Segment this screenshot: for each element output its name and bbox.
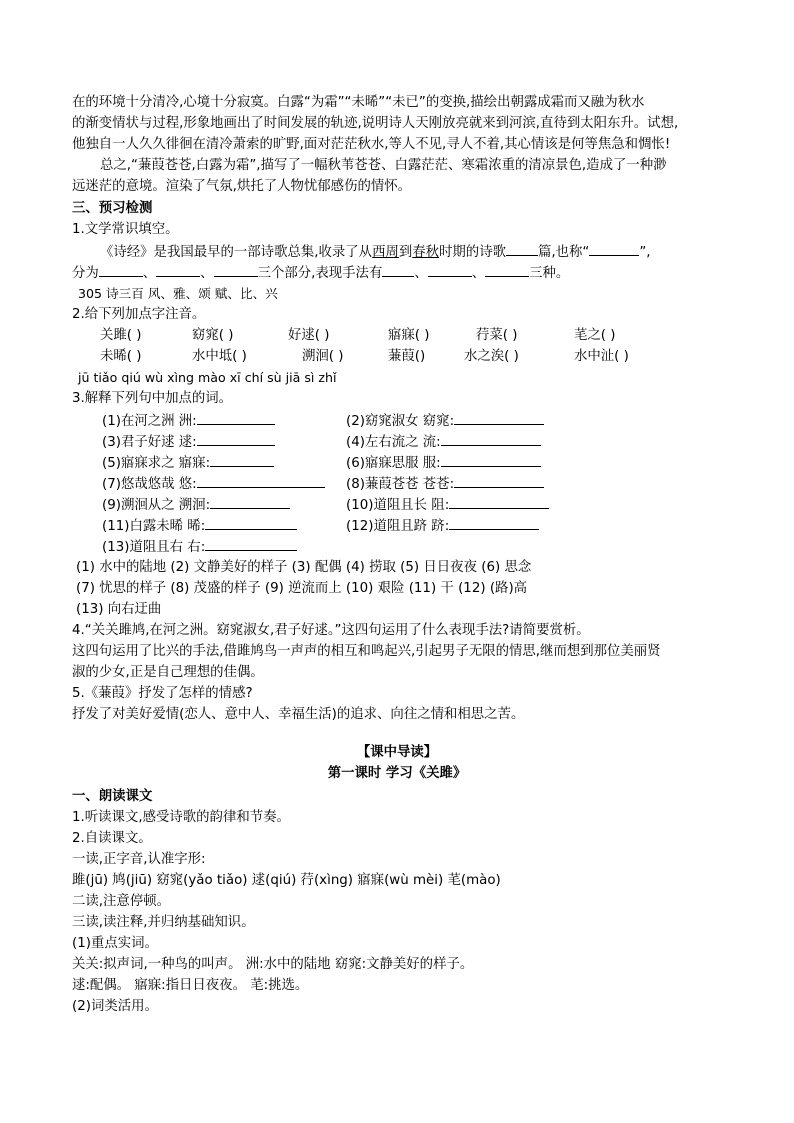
section-heading: 三、预习检测 bbox=[72, 201, 153, 216]
definition-prompt: (9)溯洄从之 溯洄: bbox=[102, 498, 211, 513]
q4-answer: 这四句运用了比兴的手法,借雎鸠鸟一声声的相互和鸣起兴,引起男子无限的情思,继而想到那位美丽贤 bbox=[72, 644, 661, 659]
q1-text: ”, bbox=[639, 245, 651, 260]
question-title: 1.文学常识填空。 bbox=[72, 222, 179, 237]
definition-prompt: (6)寤寐思服 服: bbox=[346, 456, 441, 471]
pinyin-item: 未晞( ) bbox=[100, 349, 142, 364]
fill-blank[interactable] bbox=[485, 262, 529, 277]
definition-item bbox=[102, 536, 297, 558]
pinyin-item: 蒹葭() bbox=[388, 349, 426, 364]
definition-item bbox=[346, 494, 549, 516]
intro-line: 在的环境十分清冷,心境十分寂寞。白露“为霜”“未晞”“未已”的变换,描绘出朝露成霜而又融为秋水 bbox=[72, 95, 645, 110]
guide-line: 雎(jū) 鸠(jiū) 窈窕(yǎo tiǎo) 逑(qiú) 荇(xìng) 寤寐(wù mèi) 芼(mào) bbox=[72, 873, 501, 888]
fill-blank[interactable] bbox=[214, 262, 258, 277]
fill-blank[interactable] bbox=[210, 452, 274, 467]
pinyin-item: 溯洄( ) bbox=[302, 349, 344, 364]
definition-prompt: (13)道阻且右 右: bbox=[102, 540, 206, 555]
fill-blank[interactable] bbox=[454, 410, 544, 425]
q5-answer: 抒发了对美好爱情(恋人、意中人、幸福生活)的追求、向往之情和相思之苦。 bbox=[72, 707, 525, 722]
definition-prompt: (3)君子好逑 逑: bbox=[102, 435, 197, 450]
guide-line: 一读,正字音,认准字形: bbox=[72, 852, 206, 867]
definition-prompt: (5)寤寐求之 寤寐: bbox=[102, 456, 211, 471]
q1-text: 篇,也称“ bbox=[537, 245, 590, 260]
guide-line: (1)重点实词。 bbox=[72, 936, 158, 951]
q1-text: 到 bbox=[398, 245, 413, 260]
q1-zhou: 西周 bbox=[372, 245, 399, 260]
q1-text: 分为 bbox=[72, 266, 99, 281]
pinyin-item: 水中沚( ) bbox=[574, 349, 629, 364]
definition-prompt: (4)左右流之 流: bbox=[346, 435, 441, 450]
fill-blank[interactable] bbox=[197, 473, 325, 488]
definition-prompt: (8)蒹葭苍苍 苍苍: bbox=[346, 477, 455, 492]
fill-blank[interactable] bbox=[197, 431, 275, 446]
definition-item bbox=[346, 431, 541, 453]
q1-text: 三个部分,表现手法有 bbox=[257, 266, 383, 281]
q3-answer: (1) 水中的陆地 (2) 文静美好的样子 (3) 配偶 (4) 捞取 (5) 日日夜夜 (6) 思念 bbox=[76, 560, 532, 575]
fill-blank[interactable] bbox=[197, 410, 275, 425]
intro-line: 总之,“蒹葭苍苍,白露为霜”,描写了一幅秋苇苍苍、白露茫茫、寒霜浓重的清凉景色,造成了一种渺 bbox=[100, 158, 667, 173]
fill-blank[interactable] bbox=[205, 536, 297, 551]
definition-item bbox=[346, 515, 539, 537]
q2-answer: jū tiǎo qiú wù xìng mào xī chí sù jiā sì zhǐ bbox=[78, 370, 337, 385]
definition-prompt: (12)道阻且跻 跻: bbox=[346, 519, 450, 534]
definition-item bbox=[102, 473, 325, 495]
q1-answer: 305 诗三百 风、雅、颂 赋、比、兴 bbox=[78, 286, 278, 301]
pinyin-item: 水中坻( ) bbox=[192, 349, 247, 364]
intro-line: 他独自一人久久徘徊在清冷萧索的旷野,面对茫茫秋水,等人不见,寻人不着,其心情该是何等焦急和惆怅! bbox=[72, 137, 671, 152]
guide-subtitle: 第一课时 学习《关雎》 bbox=[327, 766, 467, 781]
separator: 、 bbox=[142, 266, 157, 281]
guide-title: 【课中导读】 bbox=[356, 745, 438, 760]
fill-blank[interactable] bbox=[210, 494, 290, 509]
question-title: 3.解释下列句中加点的词。 bbox=[72, 391, 233, 406]
definition-item bbox=[102, 452, 274, 474]
q1-text: 时期的诗歌 bbox=[439, 245, 506, 260]
definition-item bbox=[346, 452, 541, 474]
definition-prompt: (7)悠哉悠哉 悠: bbox=[102, 477, 197, 492]
q3-answer: (13) 向右迂曲 bbox=[76, 602, 162, 617]
definition-item bbox=[102, 494, 290, 516]
fill-blank[interactable] bbox=[449, 494, 549, 509]
separator: 、 bbox=[414, 266, 428, 281]
q1-chunqiu: 春秋 bbox=[412, 245, 440, 260]
fill-blank[interactable] bbox=[506, 241, 538, 256]
definition-item bbox=[102, 515, 297, 537]
pinyin-item: 荇菜( ) bbox=[476, 328, 518, 343]
pinyin-item: 寤寐( ) bbox=[388, 328, 430, 343]
pinyin-item: 窈窕( ) bbox=[192, 328, 234, 343]
question-title: 2.给下列加点字注音。 bbox=[72, 307, 206, 322]
fill-blank[interactable] bbox=[428, 262, 472, 277]
definition-item bbox=[346, 410, 544, 432]
definition-prompt: (11)白露未晞 晞: bbox=[102, 519, 206, 534]
definition-item bbox=[102, 410, 275, 432]
fill-blank[interactable] bbox=[441, 431, 541, 446]
fill-blank[interactable] bbox=[441, 452, 541, 467]
definition-prompt: (10)道阻且长 阻: bbox=[346, 498, 450, 513]
pinyin-item: 关雎( ) bbox=[100, 328, 142, 343]
guide-line: 三读,读注释,并归纳基础知识。 bbox=[72, 915, 255, 930]
guide-line: 1.听读课文,感受诗歌的韵律和节奏。 bbox=[72, 810, 290, 825]
definition-item bbox=[102, 431, 275, 453]
guide-line: 关关:拟声词,一种鸟的叫声。 洲:水中的陆地 窈窕:文静美好的样子。 bbox=[72, 957, 474, 972]
section-heading: 一、朗读课文 bbox=[72, 789, 153, 804]
q1-text: 三种。 bbox=[529, 266, 570, 281]
fill-blank[interactable] bbox=[156, 262, 200, 277]
q1-line-1 bbox=[100, 241, 651, 263]
definition-prompt: (1)在河之洲 洲: bbox=[102, 414, 197, 429]
fill-blank[interactable] bbox=[454, 473, 544, 488]
intro-line: 的渐变情状与过程,形象地画出了时间发展的轨迹,说明诗人天刚放亮就来到河滨,直待到太阳东升。试想, bbox=[72, 116, 679, 131]
q4-answer: 淑的少女,正是自己理想的佳偶。 bbox=[72, 665, 264, 680]
guide-line: (2)词类活用。 bbox=[72, 999, 158, 1014]
definition-prompt: (2)窈窕淑女 窈窕: bbox=[346, 414, 455, 429]
q3-answer: (7) 忧思的样子 (8) 茂盛的样子 (9) 逆流而上 (10) 艰险 (11) 干 (12) (路)高 bbox=[76, 581, 528, 596]
fill-blank[interactable] bbox=[382, 262, 414, 277]
guide-line: 二读,注意停顿。 bbox=[72, 894, 170, 909]
separator: 、 bbox=[200, 266, 214, 281]
pinyin-item: 芼之( ) bbox=[574, 328, 616, 343]
fill-blank[interactable] bbox=[99, 262, 143, 277]
q1-line-2 bbox=[72, 262, 569, 284]
guide-line: 2.自读课文。 bbox=[72, 831, 152, 846]
question-title: 5.《蒹葭》抒发了怎样的情感? bbox=[72, 686, 253, 701]
question-title: 4.“关关雎鸠,在河之洲。窈窕淑女,君子好逑。”这四句运用了什么表现手法?请简要赏析。 bbox=[72, 623, 590, 638]
fill-blank[interactable] bbox=[205, 515, 297, 530]
fill-blank[interactable] bbox=[449, 515, 539, 530]
fill-blank[interactable] bbox=[589, 241, 639, 256]
pinyin-item: 好逑( ) bbox=[288, 328, 330, 343]
definition-item bbox=[346, 473, 544, 495]
q1-text: 《诗经》是我国最早的一部诗歌总集,收录了从 bbox=[100, 245, 373, 260]
pinyin-item: 水之涘( ) bbox=[464, 349, 519, 364]
guide-line: 逑:配偶。 寤寐:指日日夜夜。 芼:挑选。 bbox=[72, 978, 309, 993]
separator: 、 bbox=[471, 266, 486, 281]
intro-line: 远迷茫的意境。渲染了气氛,烘托了人物忧郁感伤的情怀。 bbox=[72, 179, 412, 194]
